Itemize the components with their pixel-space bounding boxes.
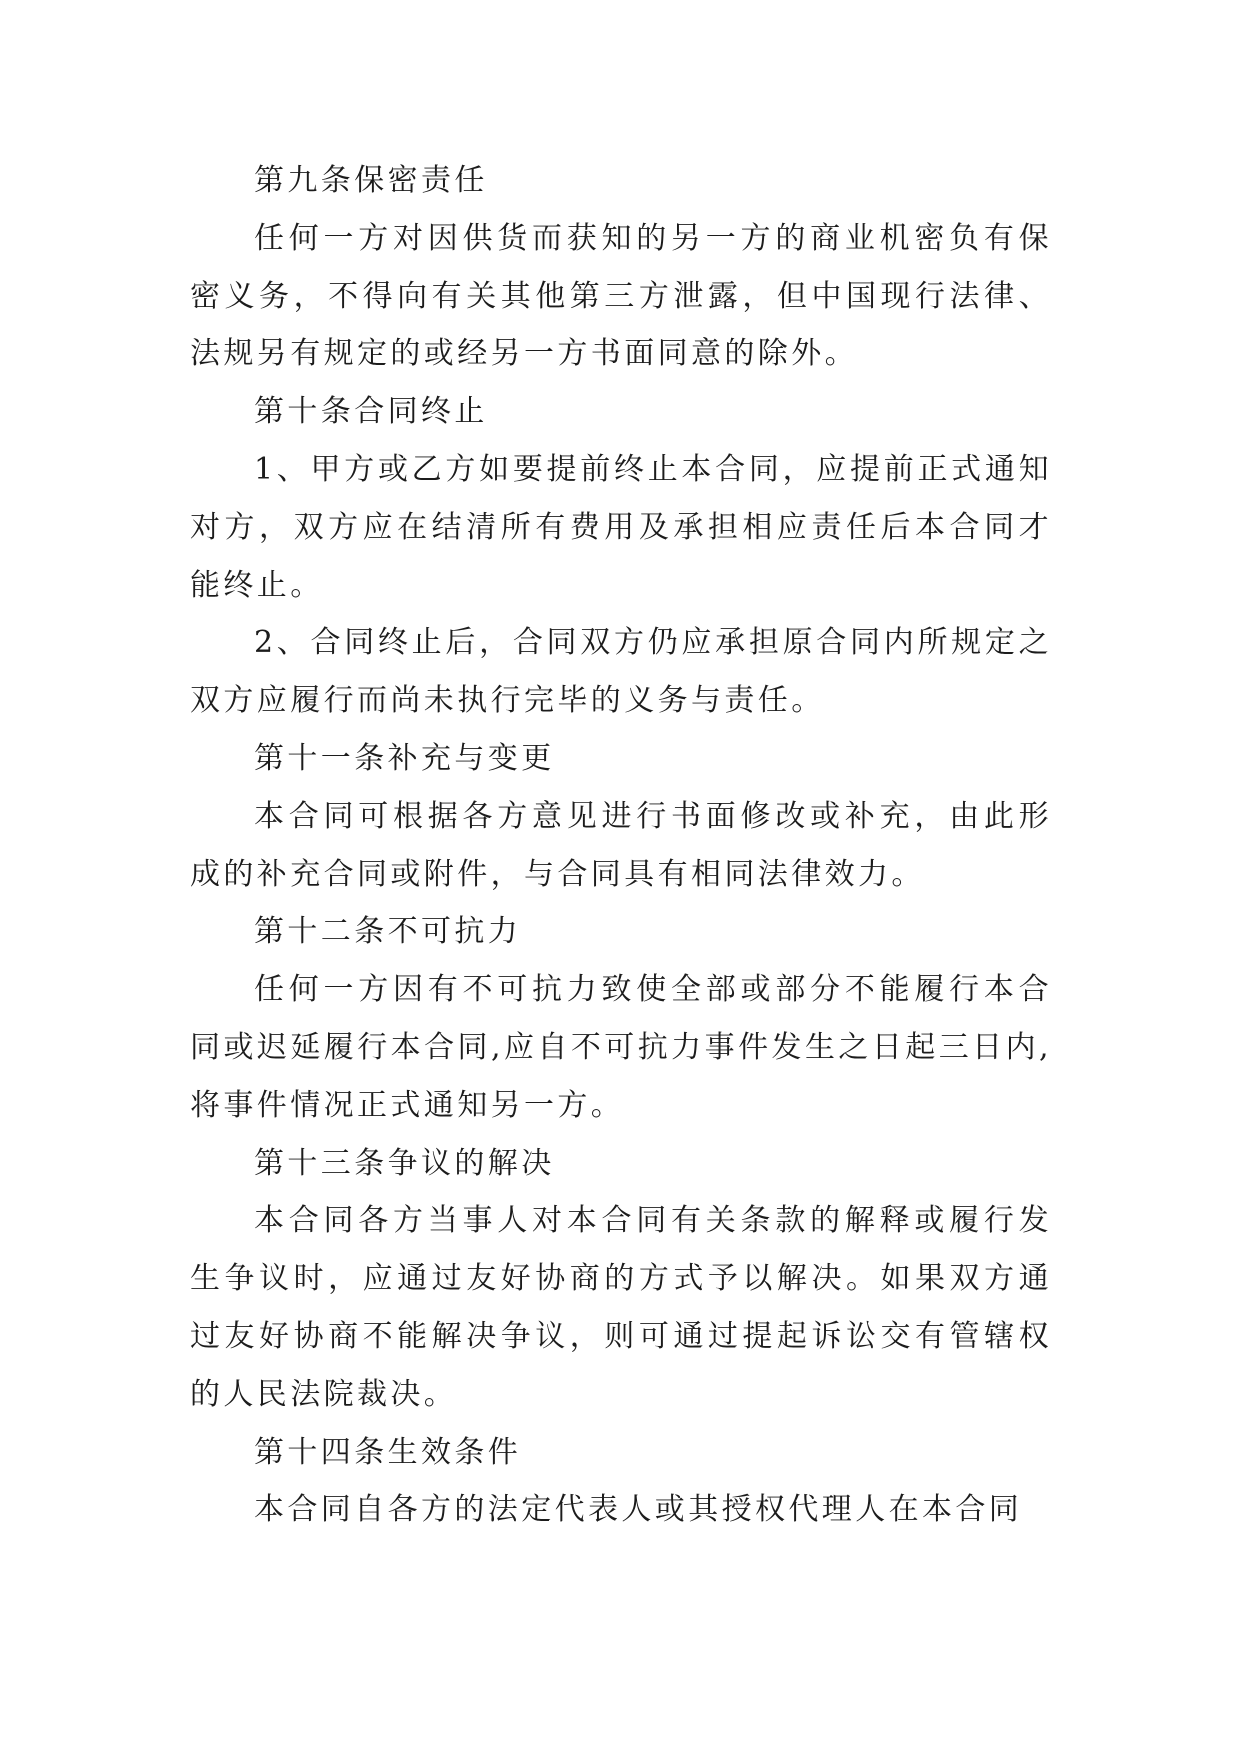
article-11-heading: 第十一条补充与变更 xyxy=(254,740,555,776)
article-10-clause-2: 2、合同终止后，合同双方仍应承担原合同内所规定之双方应履行而尚未执行完毕的义务与责任。 xyxy=(190,625,1052,719)
document-body xyxy=(190,152,1052,1539)
article-10-heading: 第十条合同终止 xyxy=(254,394,488,430)
article-14-heading: 第十四条生效条件 xyxy=(254,1434,522,1470)
article-10-clause-1: 1、甲方或乙方如要提前终止本合同，应提前正式通知对方，双方应在结清所有费用及承担相应责任后本合同才能终止。 xyxy=(190,451,1052,603)
article-9-text: 任何一方对因供货而获知的另一方的商业机密负有保密义务，不得向有关其他第三方泄露，但中国现行法律、法规另有规定的或经另一方书面同意的除外。 xyxy=(190,220,1052,372)
article-11-text: 本合同可根据各方意见进行书面修改或补充，由此形成的补充合同或附件，与合同具有相同法律效力。 xyxy=(190,798,1052,892)
article-14-text: 本合同自各方的法定代表人或其授权代理人在本合同 xyxy=(254,1492,1023,1528)
article-13-text: 本合同各方当事人对本合同有关条款的解释或履行发生争议时，应通过友好协商的方式予以解决。如果双方通过友好协商不能解决争议，则可通过提起诉讼交有管辖权的人民法院裁决。 xyxy=(190,1203,1052,1412)
article-13-heading: 第十三条争议的解决 xyxy=(254,1145,555,1181)
article-9-heading: 第九条保密责任 xyxy=(254,163,488,198)
article-12-text: 任何一方因有不可抗力致使全部或部分不能履行本合同或迟延履行本合同,应自不可抗力事件发生之日起三日内,将事件情况正式通知另一方。 xyxy=(190,972,1052,1123)
article-12-heading: 第十二条不可抗力 xyxy=(254,914,522,950)
